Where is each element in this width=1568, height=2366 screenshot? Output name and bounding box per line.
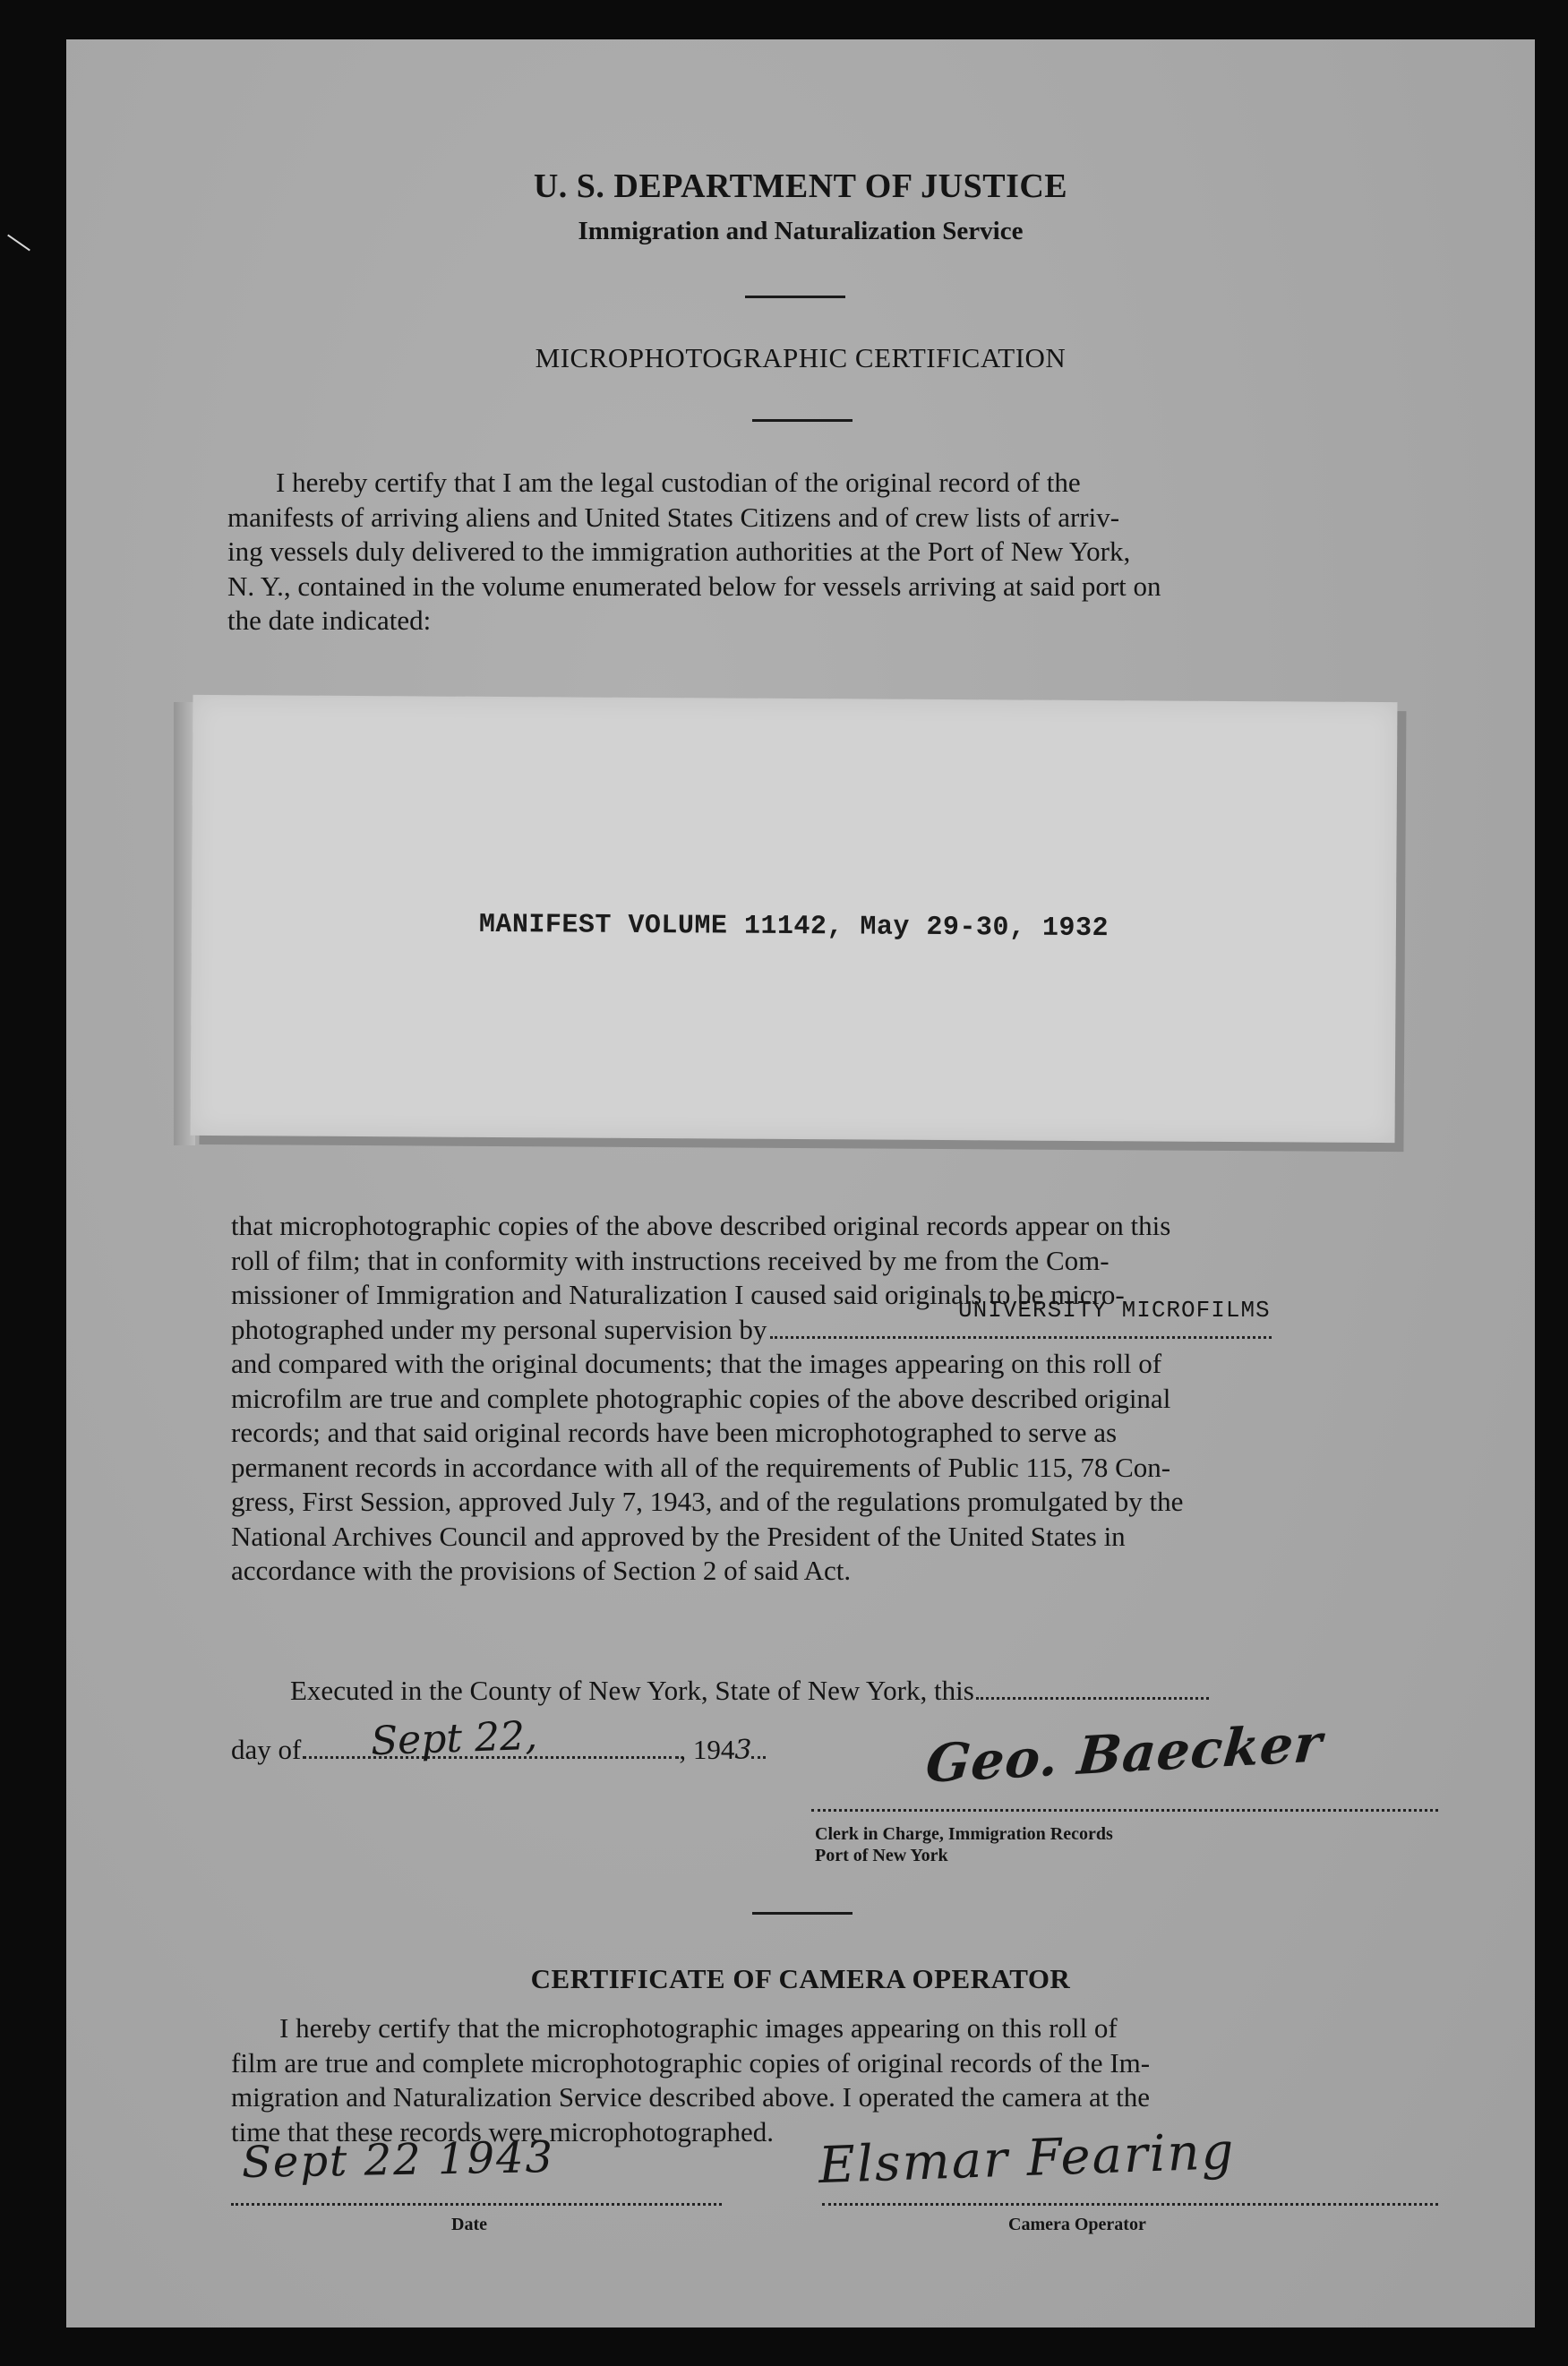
clerk-port: Port of New York [815, 1846, 948, 1865]
executed-text: Executed in the County of New York, State of New York, this [290, 1675, 974, 1706]
operator-signature-line [822, 2203, 1438, 2206]
body-line: gress, First Session, approved July 7, 1943, and of the regulations promulgated by the [231, 1486, 1184, 1517]
camera-line: I hereby certify that the microphotographic images appearing on this roll of [279, 2012, 1118, 2044]
camera-operator-label: Camera Operator [1008, 2215, 1146, 2234]
camera-handwritten-date: Sept 22 1943 [241, 2131, 555, 2189]
clerk-signature: Geo. Baecker [923, 1712, 1325, 1795]
operator-signature: Elsmar Fearing [818, 2122, 1237, 2196]
executed-blank [976, 1697, 1209, 1700]
intro-line: the date indicated: [227, 604, 432, 636]
divider [752, 1912, 853, 1915]
body-line: missioner of Immigration and Naturalization I caused said originals to be micro- [231, 1279, 1125, 1310]
certification-heading: MICROPHOTOGRAPHIC CERTIFICATION [535, 342, 1067, 373]
intro-line: N. Y., contained in the volume enumerated below for vessels arriving at said port on [227, 570, 1161, 602]
body-line: microfilm are true and complete photographic copies of the above described original [231, 1382, 1171, 1414]
handwritten-date: Sept 22, [370, 1712, 538, 1765]
body-line: National Archives Council and approved by the President of the United States in [231, 1520, 1126, 1552]
body-paragraph [231, 1209, 1440, 1589]
manifest-card [191, 695, 1398, 1143]
camera-line: migration and Naturalization Service described above. I operated the camera at the [231, 2081, 1150, 2113]
body-line: permanent records in accordance with all of the requirements of Public 115, 78 Con- [231, 1451, 1171, 1483]
body-line: records; and that said original records have been microphotographed to serve as [231, 1417, 1118, 1448]
camera-certificate-paragraph [231, 2011, 1440, 2149]
microfilm-company: UNIVERSITY MICROFILMS [958, 1296, 1271, 1324]
film-scratch [7, 235, 30, 252]
year-blank [751, 1756, 766, 1759]
service-subtitle: Immigration and Naturalization Service [578, 217, 1024, 245]
body-line: accordance with the provisions of Section 2 of said Act. [231, 1555, 852, 1586]
manifest-volume-label: MANIFEST VOLUME 11142, May 29-30, 1932 [478, 909, 1110, 945]
camera-line: film are true and complete microphotographic copies of original records of the Im- [231, 2046, 1151, 2079]
year-prefix: , 194 [679, 1734, 735, 1765]
clerk-title: Clerk in Charge, Immigration Records [815, 1824, 1113, 1844]
day-of-label: day of [231, 1734, 302, 1765]
department-title: U. S. DEPARTMENT OF JUSTICE [533, 167, 1068, 205]
camera-date-label: Date [451, 2215, 487, 2234]
body-line: and compared with the original documents; that the images appearing on this roll of [231, 1348, 1162, 1379]
intro-line: manifests of arriving aliens and United States Citizens and of crew lists of arriv- [227, 501, 1120, 533]
clerk-signature-line [811, 1809, 1438, 1812]
executed-line [290, 1675, 1209, 1707]
year-digit: 3 [734, 1735, 752, 1766]
intro-line: ing vessels duly delivered to the immigration authorities at the Port of New York, [227, 536, 1131, 567]
divider [752, 419, 853, 422]
body-line-supervision [231, 1296, 1440, 1348]
camera-date-line [231, 2203, 722, 2206]
certificate-page [66, 39, 1535, 2327]
body-line: roll of film; that in conformity with instructions received by me from the Com- [231, 1244, 1110, 1276]
supervision-text: photographed under my personal supervision by [231, 1313, 767, 1345]
divider [745, 296, 845, 298]
intro-line: I hereby certify that I am the legal custodian of the original record of the [276, 467, 1081, 498]
camera-line: time that these records were microphotographed. [231, 2115, 774, 2147]
supervision-blank [770, 1336, 1272, 1339]
body-line: that microphotographic copies of the above described original records appear on this [231, 1210, 1171, 1241]
camera-certificate-title: CERTIFICATE OF CAMERA OPERATOR [530, 1963, 1071, 1994]
intro-paragraph [227, 466, 1436, 639]
